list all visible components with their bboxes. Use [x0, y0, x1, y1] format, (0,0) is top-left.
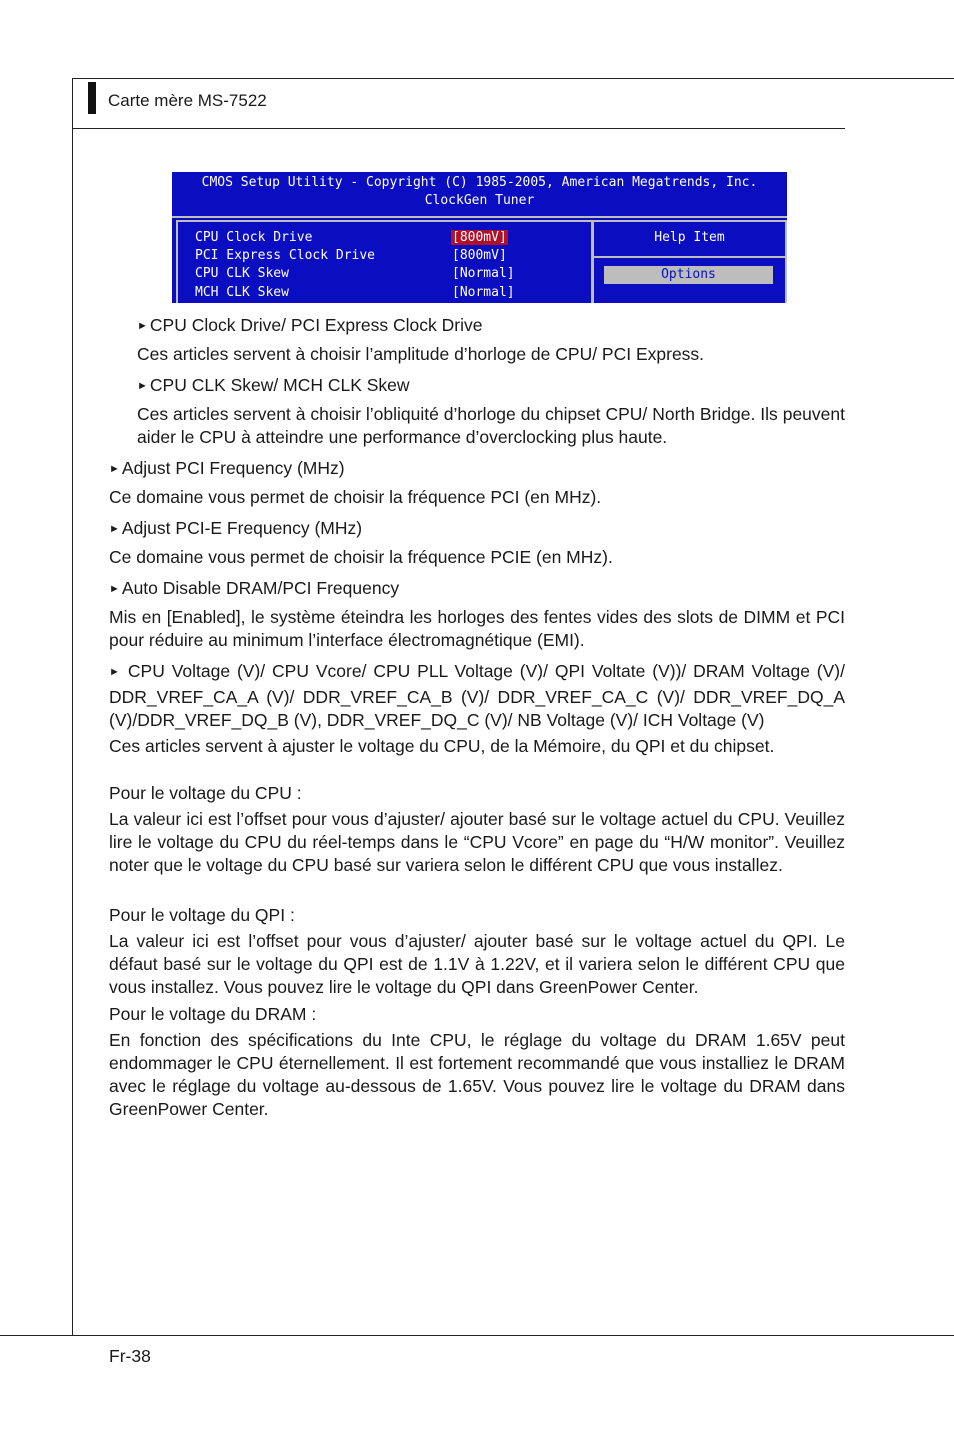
bios-subtitle: ClockGen Tuner — [424, 193, 535, 208]
bios-help-title: Help Item — [654, 230, 725, 245]
section-clk-skew — [137, 374, 845, 449]
page-header-title: Carte mère MS-7522 — [108, 91, 267, 110]
header-rule — [72, 128, 845, 129]
subsection-text: En fonction des spécifications du Inte CPU, le réglage du voltage du DRAM 1.65V peut endommager le CPU éternellement. Il est fortement recommandé que vous installiez le DRAM avec le réglage du voltage au-dessous de 1.65V. Vous pouvez lire le voltage du DRAM dans GreenPower Center. — [109, 1030, 845, 1119]
triangle-bullet-icon: ► — [137, 380, 148, 392]
triangle-bullet-icon: ► — [109, 666, 120, 678]
section-text: Mis en [Enabled], le système éteindra les horloges des fentes vides des slots de DIMM et PCI pour réduire au minimum l’interface électromagnétique (EMI). — [109, 607, 845, 650]
bios-row-value[interactable]: [800mV] — [452, 248, 507, 263]
header-marker — [88, 82, 96, 114]
bios-title: CMOS Setup Utility - Copyright (C) 1985-2005, American Megatrends, Inc. — [201, 175, 758, 190]
bios-row-label: MCH CLK Skew — [195, 285, 289, 300]
bios-screenshot — [172, 172, 787, 303]
subsection-heading: Pour le voltage du QPI : — [109, 905, 295, 925]
bios-row-value[interactable]: [Normal] — [452, 285, 515, 300]
bios-row-label: CPU Clock Drive — [195, 230, 313, 245]
subsection-text: La valeur ici est l’offset pour vous d’ajuster/ ajouter basé sur le voltage actuel du CPU. Veuillez lire le voltage du CPU du réel-temps dans le “CPU Vcore” en page du “H/W monitor”. Veuillez noter que le voltage du CPU basé sur variera selon le différent CPU que vous installez. — [109, 809, 845, 875]
triangle-bullet-icon: ► — [137, 320, 148, 332]
page-frame-top — [72, 78, 954, 79]
bios-help-separator — [592, 256, 787, 258]
triangle-bullet-icon: ► — [109, 583, 120, 595]
section-heading: ► CPU Voltage (V)/ CPU Vcore/ CPU PLL Voltage (V)/ QPI Voltate (V))/ DRAM Voltage (V)/ DDR_VREF_CA_A (V)/ DDR_VREF_CA_B (V)/ DDR_VREF_CA_C (V)/ DDR_VREF_DQ_A (V)/DDR_VREF_DQ_B (V), DDR_VREF_DQ_C (V)/ NB Voltage (V)/ ICH Voltage (V) — [109, 661, 845, 730]
page-number: Fr-38 — [109, 1346, 151, 1366]
bios-row-label: PCI Express Clock Drive — [195, 248, 376, 263]
section-text: Ce domaine vous permet de choisir la fréquence PCI (en MHz). — [109, 487, 602, 507]
section-voltages — [109, 660, 845, 758]
page-frame-bottom — [0, 1335, 954, 1336]
section-heading: ► Adjust PCI Frequency (MHz) — [109, 458, 345, 478]
subsection-heading: Pour le voltage du DRAM : — [109, 1004, 317, 1024]
section-text: Ce domaine vous permet de choisir la fréquence PCIE (en MHz). — [109, 547, 613, 567]
section-cpu-voltage — [109, 782, 845, 877]
section-dram-voltage — [109, 1003, 845, 1121]
bios-separator — [172, 216, 787, 218]
section-auto-disable — [109, 577, 845, 652]
section-heading: ► CPU Clock Drive/ PCI Express Clock Drive — [137, 315, 483, 335]
section-pci-frequency — [109, 457, 845, 509]
section-text: Ces articles servent à choisir l’obliquité d’horloge du chipset CPU/ North Bridge. Ils peuvent aider le CPU à atteindre une performance d’overclocking plus haute. — [137, 404, 845, 447]
section-qpi-voltage — [109, 904, 845, 999]
bios-row-label: CPU CLK Skew — [195, 266, 289, 281]
section-pcie-frequency — [109, 517, 845, 569]
section-heading: ► CPU CLK Skew/ MCH CLK Skew — [137, 375, 410, 395]
bios-row-value[interactable]: [800mV] — [452, 230, 507, 245]
triangle-bullet-icon: ► — [109, 523, 120, 535]
section-text: Ces articles servent à choisir l’amplitude d’horloge de CPU/ PCI Express. — [137, 344, 705, 364]
bios-options-label: Options — [604, 266, 773, 284]
section-text: Ces articles servent à ajuster le voltage du CPU, de la Mémoire, du QPI et du chipset. — [109, 736, 775, 756]
subsection-text: La valeur ici est l’offset pour vous d’ajuster/ ajouter basé sur le voltage actuel du QPI. Le défaut basé sur le voltage du QPI est de 1.1V à 1.22V, et il variera selon le différent CPU que vous installez. Vous pouvez lire le voltage du QPI dans GreenPower Center. — [109, 931, 845, 997]
triangle-bullet-icon: ► — [109, 463, 120, 475]
subsection-heading: Pour le voltage du CPU : — [109, 783, 302, 803]
section-heading: ► Auto Disable DRAM/PCI Frequency — [109, 578, 400, 598]
section-cpu-clock-drive — [137, 314, 845, 366]
section-heading: ► Adjust PCI-E Frequency (MHz) — [109, 518, 363, 538]
bios-row-value[interactable]: [Normal] — [452, 266, 515, 281]
page-frame-left — [72, 78, 73, 1336]
